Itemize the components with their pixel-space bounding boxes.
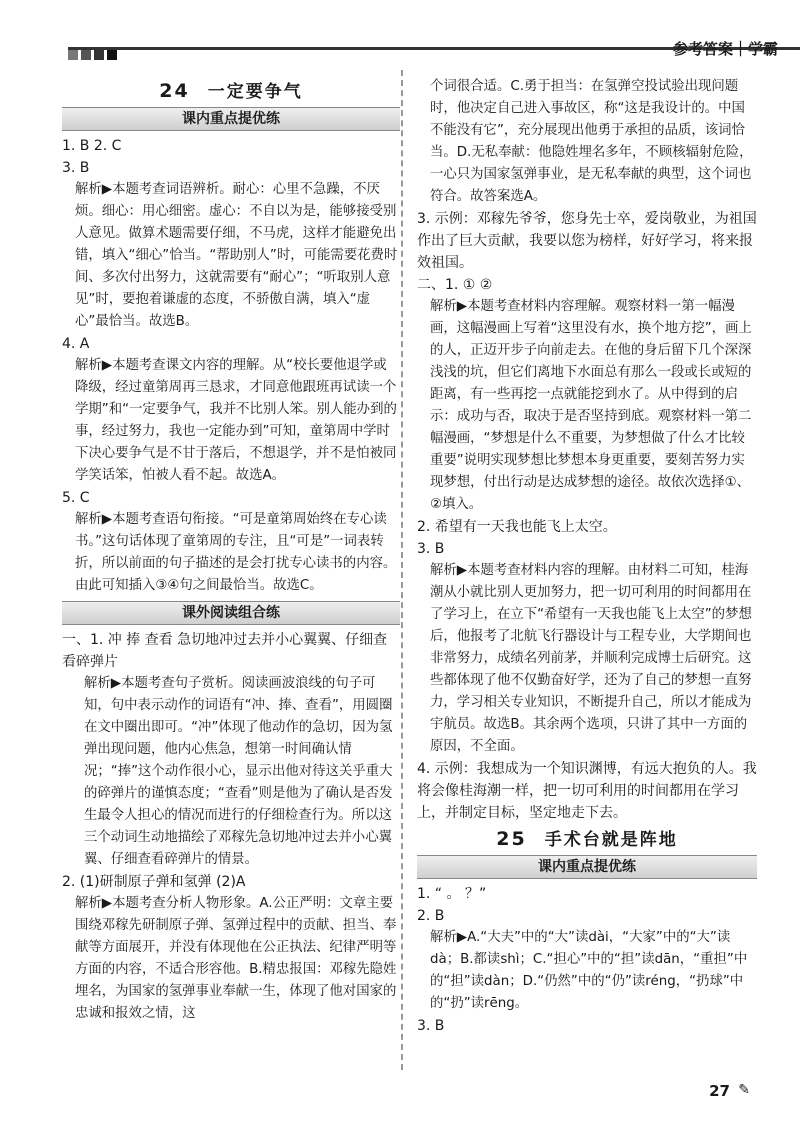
explanation: 解析▶本题考查课文内容的理解。从“校长要他退学或降级，经过童第周再三恳求，才同意他跟班再试读一个学期”和“一定要争气，我并不比别人笨。别人能办到的事，经过努力，我也一定能办到”可知，童第周中学时下决心要争气是不甘于落后，不想退学，并不是怕被同学笑话笨，怕被人看不起。故选A。: [75, 358, 397, 483]
section-band: 课内重点提优练: [417, 855, 757, 879]
right-column: [417, 76, 757, 1037]
header-square: [94, 50, 104, 60]
answer-line: 一、1. 冲 捧 查看 急切地冲过去并小心翼翼、仔细查看碎弹片: [62, 632, 388, 670]
lesson-name: 手术台就是阵地: [544, 830, 678, 850]
answer-line: 二、1. ① ②: [417, 277, 493, 293]
explanation: 解析▶本题考查分析人物形象。A.公正严明：文章主要围绕邓稼先研制原子弹、氢弹过程中的贡献、担当、奉献等方面展开，并没有体现他在公正执法、纪律严明等方面的内容，不适合形容他。B.精忠报国：邓稼先隐姓埋名，为国家的氢弹事业奉献一生，体现了他对国家的忠诚和报效之情，这: [75, 896, 397, 1021]
explanation: 解析▶本题考查句子赏析。阅读画波浪线的句子可知，句中表示动作的词语有“冲、捧、查看”，用圆圈在文中圈出即可。“冲”体现了他动作的急切，因为氢弹出现问题，他内心焦急，想第一时间确认情况；“捧”这个动作很小心，显示出他对待这关乎重大的碎弹片的谨慎态度；“查看”则是他为了确认是否发生最令人担心的情况而进行的仔细检查行为。所以这三个动词生动地描绘了邓稼先急切地冲过去并小心翼翼、仔细查看碎弹片的情景。: [84, 676, 393, 867]
answer-line: 3. B: [417, 1018, 445, 1034]
answer-line: 2. (1)研制原子弹和氢弹 (2)A: [62, 874, 246, 890]
answer-line: 4. 示例：我想成为一个知识渊博，有远大抱负的人。我将会像桂海潮一样，把一切可利用的时间都用在学习上，并制定目标，坚定地走下去。: [417, 761, 757, 821]
answer-line: 3. 示例：邓稼先爷爷，您身先士卒，爱岗敬业，为祖国作出了巨大贡献，我要以您为榜样，好好学习，将来报效祖国。: [417, 211, 757, 271]
page-number: 27: [709, 1082, 730, 1100]
explanation: 个词很合适。C.勇于担当：在氢弹空投试验出现问题时，他决定自己进入事故区，称“这是我设计的。中国不能没有它”，充分展现出他勇于承担的品质，该词恰当。D.无私奉献：他隐姓埋名多年，不顾核辐射危险，一心只为国家氢弹事业，是无私奉献的典型，这个词也符合。故答案选A。: [430, 79, 753, 204]
pencil-icon: ✎: [738, 1082, 750, 1098]
lesson-name: 一定要争气: [207, 82, 303, 102]
lesson-number: 25: [496, 828, 527, 850]
left-column: [62, 76, 400, 1025]
explanation: 解析▶本题考查材料内容理解。观察材料一第一幅漫画，这幅漫画上写着“这里没有水，换个地方挖”，画上的人，正迈开步子向前走去。在他的身后留下几个深深浅浅的坑，但它们离地下水面总有那么一段或长或短的距离，有一些再挖一点就能挖到水了。从中得到的启示：成功与否，取决于是否坚持到底。观察材料一第二幅漫画，“梦想是什么不重要，为梦想做了什么才比较重要”说明实现梦想比梦想本身更重要，要刻苦努力实现梦想，付出行动是达成梦想的途径。故依次选择①、②填入。: [430, 299, 752, 512]
column-divider: [401, 70, 403, 1070]
explanation: 解析▶本题考查材料内容的理解。由材料二可知，桂海潮从小就比别人更加努力，把一切可利用的时间都用在了学习上，在立下“希望有一天我也能飞上太空”的梦想后，他报考了北航飞行器设计与工程专业，大学期间也非常努力，成绩名列前茅，并顺利完成博士后研究。这些都体现了他不仅勤奋好学，还为了自己的梦想一直努力，学习相关专业知识，不断提升自己，所以才能成为宇航员。故选B。其余两个选项，只讲了其中一方面的原因，不全面。: [430, 563, 752, 754]
explanation: 解析▶本题考查词语辨析。耐心：心里不急躁，不厌烦。细心：用心细密。虚心：不自以为是，能够接受别人意见。做算术题需要仔细，不马虎，这样才能避免出错，填入“细心”恰当。“帮助别人”时，可能需要花费时间、多次付出努力，这就需要有“耐心”；“听取别人意见”时，要抱着谦虚的态度，不骄傲自满，填入“虚心”最恰当。故选B。: [75, 182, 398, 329]
section-band: 课内重点提优练: [62, 107, 400, 131]
lesson-title: [62, 80, 400, 103]
lesson-number: 24: [159, 80, 190, 102]
explanation: 解析▶A.“大夫”中的“大”读dài，“大家”中的“大”读dà；B.都读shì；C.“担心”中的“担”读dān，“重担”中的“担”读dàn；D.“仍然”中的“仍”读réng，“扔球”中的“扔”读rēng。: [430, 930, 748, 1011]
answer-line: 4. A: [62, 336, 90, 352]
answer-line: 3. B: [417, 541, 445, 557]
header-square: [107, 50, 117, 60]
header-square: [81, 50, 91, 60]
answer-line: 2. 希望有一天我也能飞上太空。: [417, 519, 617, 535]
answer-line: 2. B: [417, 908, 445, 924]
header-tag: 参考答案｜学霸: [672, 40, 778, 58]
answer-line: 1. “ 。 ？”: [417, 886, 487, 902]
explanation: 解析▶本题考查语句衔接。“可是童第周始终在专心读书。”这句话体现了童第周的专注，且“可是”一词表转折，所以前面的句子描述的是会打扰专心读书的内容。由此可知插入③④句之间最恰当。故选C。: [75, 512, 397, 593]
answer-line: 3. B: [62, 160, 90, 176]
answer-line: 5. C: [62, 490, 90, 506]
answer-line: 1. B 2. C: [62, 138, 122, 154]
lesson-title: [417, 828, 757, 851]
header-square: [68, 50, 78, 60]
section-band: 课外阅读组合练: [62, 601, 400, 625]
